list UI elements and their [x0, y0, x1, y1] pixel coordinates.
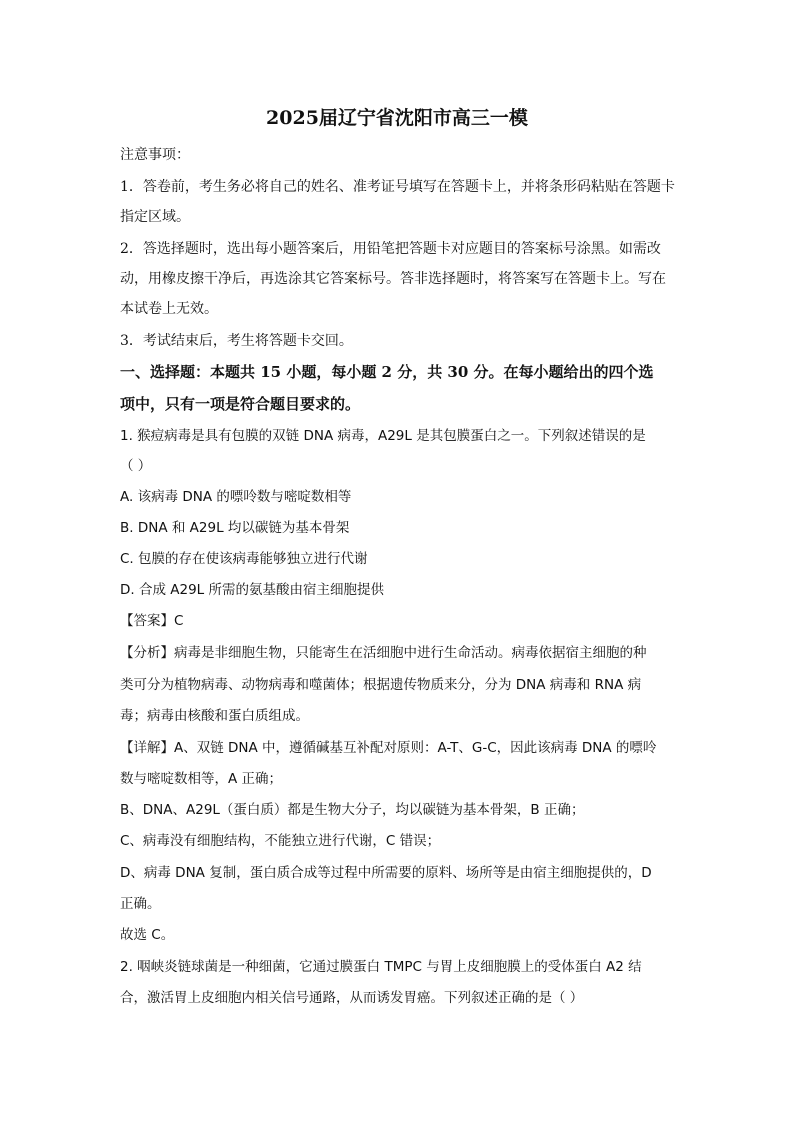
- question-stem: 合，激活胃上皮细胞内相关信号通路，从而诱发胃癌。下列叙述正确的是（ ）: [120, 990, 584, 1006]
- option-c: C. 包膜的存在使该病毒能够独立进行代谢: [120, 551, 368, 567]
- notice-line: 2．答选择题时，选出每小题答案后，用铅笔把答题卡对应题目的答案标号涂黑。如需改: [120, 241, 661, 257]
- notice-line: 动，用橡皮擦干净后，再选涂其它答案标号。答非选择题时，将答案写在答题卡上。写在: [120, 271, 666, 287]
- notice-line: 1．答卷前，考生务必将自己的姓名、准考证号填写在答题卡上，并将条形码粘贴在答题卡: [120, 179, 675, 195]
- option-b: B. DNA 和 A29L 均以碳链为基本骨架: [120, 520, 350, 536]
- detail-line: 【详解】A、双链 DNA 中，遵循碱基互补配对原则：A-T、G-C，因此该病毒 DNA 的嘌呤: [120, 740, 657, 756]
- notice-line: 本试卷上无效。: [120, 301, 218, 317]
- notice-line: 3．考试结束后，考生将答题卡交回。: [120, 333, 353, 349]
- detail-line: C、病毒没有细胞结构，不能独立进行代谢，C 错误；: [120, 833, 441, 849]
- document-title: 2025届辽宁省沈阳市高三一模: [266, 107, 528, 129]
- option-a: A. 该病毒 DNA 的嘌呤数与嘧啶数相等: [120, 489, 352, 505]
- analysis-line: 类可分为植物病毒、动物病毒和噬菌体；根据遗传物质来分，分为 DNA 病毒和 RNA 病: [120, 677, 642, 693]
- analysis-line: 毒；病毒由核酸和蛋白质组成。: [120, 708, 309, 724]
- detail-line: 正确。: [120, 896, 161, 912]
- detail-line: B、DNA、A29L（蛋白质）都是生物大分子，均以碳链为基本骨架，B 正确；: [120, 802, 585, 818]
- analysis-line: 【分析】病毒是非细胞生物，只能寄生在活细胞中进行生命活动。病毒依据宿主细胞的种: [120, 645, 647, 661]
- detail-line: 故选 C。: [120, 927, 175, 943]
- question-stem: （ ）: [120, 458, 152, 474]
- detail-line: D、病毒 DNA 复制，蛋白质合成等过程中所需要的原料、场所等是由宿主细胞提供的，D: [120, 865, 652, 881]
- question-stem: 2. 咽峡炎链球菌是一种细菌，它通过膜蛋白 TMPC 与胃上皮细胞膜上的受体蛋白 A2 结: [120, 959, 642, 975]
- section-heading: 一、选择题：本题共 15 小题，每小题 2 分，共 30 分。在每小题给出的四个选: [120, 363, 654, 381]
- option-d: D. 合成 A29L 所需的氨基酸由宿主细胞提供: [120, 582, 384, 598]
- question-stem: 1. 猴痘病毒是具有包膜的双链 DNA 病毒，A29L 是其包膜蛋白之一。下列叙述错误的是: [120, 428, 646, 444]
- notice-heading: 注意事项：: [120, 147, 190, 163]
- notice-line: 指定区域。: [120, 209, 190, 225]
- detail-line: 数与嘧啶数相等，A 正确；: [120, 771, 283, 787]
- answer-line: 【答案】C: [120, 613, 184, 629]
- section-heading: 项中，只有一项是符合题目要求的。: [120, 395, 361, 413]
